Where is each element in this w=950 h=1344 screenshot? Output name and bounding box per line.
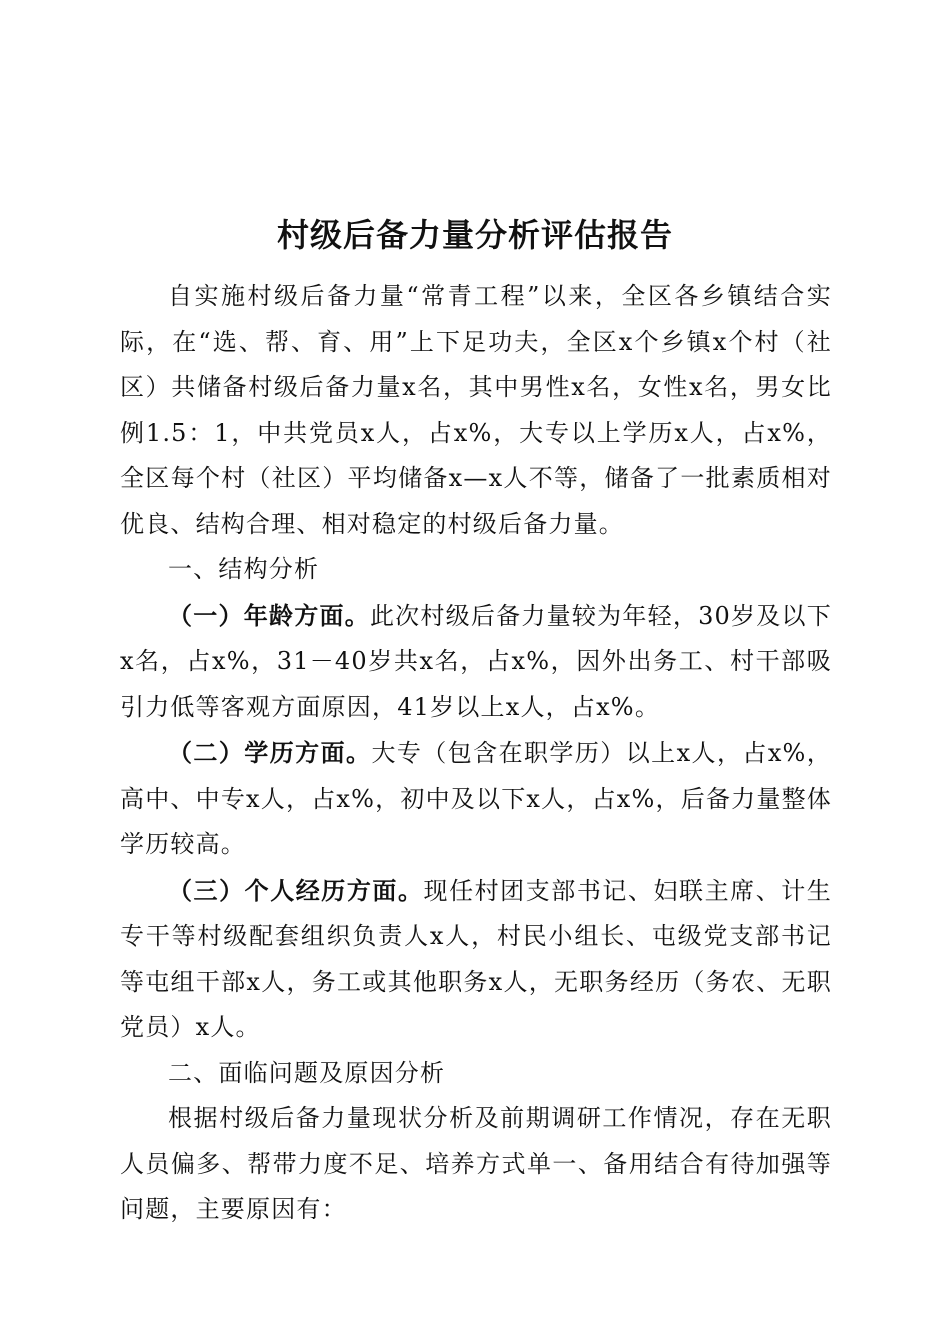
experience-text: 现任村团支部书记、妇联主席、计生专干等村级配套组织负责人x人，村民小组长、屯级党支部书记等屯组干部x人，务工或其他职务x人，无职务经历（务农、无职党员）x人。: [120, 876, 833, 1041]
education-text: 大专（包含在职学历）以上x人，占x%，高中、中专x人，占x%，初中及以下x人，占x%，后备力量整体学历较高。: [120, 739, 832, 858]
intro-paragraph: 自实施村级后备力量“常青工程”以来，全区各乡镇结合实际，在“选、帮、育、用”上下足功夫，全区x个乡镇x个村（社区）共储备村级后备力量x名，其中男性x名，女性x名，男女比例1.5：1，中共党员x人，占x%，大专以上学历x人，占x%，全区每个村（社区）平均储备x—x人不等，储备了一批素质相对优良、结构合理、相对稳定的村级后备力量。: [120, 282, 832, 538]
experience-lead: （三）个人经历方面。: [168, 875, 424, 905]
section-2-heading: 二、面临问题及原因分析: [168, 1058, 446, 1087]
section-1-heading: 一、结构分析: [168, 555, 320, 583]
problems-paragraph: 根据村级后备力量现状分析及前期调研工作情况，存在无职人员偏多、帮带力度不足、培养方式单一、备用结合有待加强等问题，主要原因有：: [120, 1104, 832, 1223]
age-lead: （一）年龄方面。: [168, 600, 370, 630]
education-lead: （二）学历方面。: [168, 738, 372, 767]
document-title: 村级后备力量分析评估报告: [276, 216, 673, 254]
education-paragraph: [120, 730, 832, 868]
age-paragraph: [120, 593, 832, 731]
document-body: [120, 274, 832, 1233]
experience-paragraph: [120, 868, 832, 1051]
age-text: 此次村级后备力量较为年轻，30岁及以下x名，占x%，31－40岁共x名，占x%，因外出务工、村干部吸引力低等客观方面原因，41岁以上x人，占x%。: [120, 601, 832, 721]
